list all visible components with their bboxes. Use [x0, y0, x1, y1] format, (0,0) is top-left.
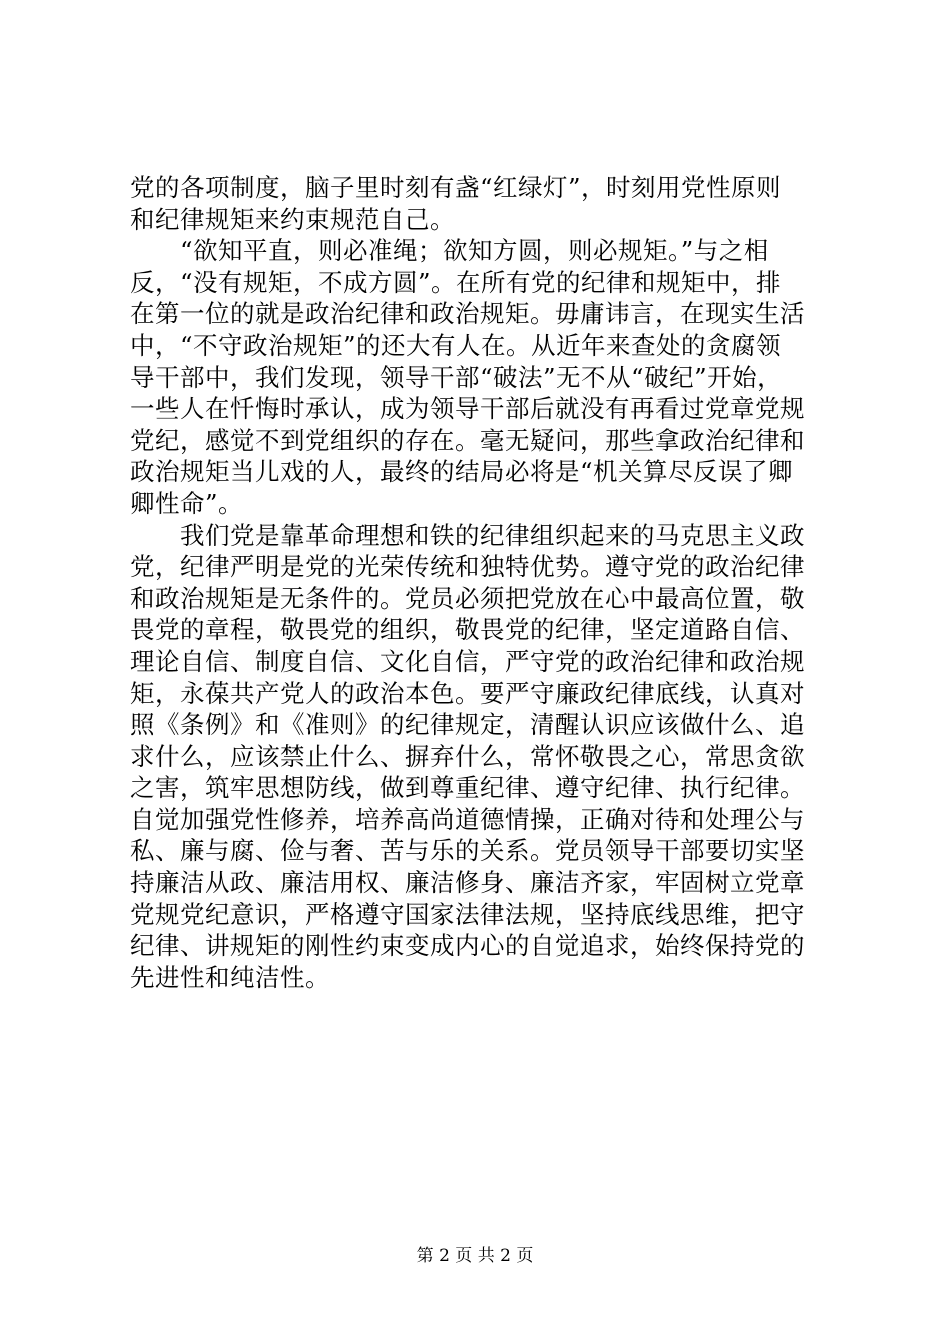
text-line: 矩，永葆共产党人的政治本色。要严守廉政纪律底线，认真对	[130, 678, 805, 708]
text-line: 和纪律规矩来约束规范自己。	[130, 204, 455, 234]
text-line: 政治规矩当儿戏的人，最终的结局必将是“机关算尽反误了卿	[130, 457, 794, 487]
text-line: 先进性和纯洁性。	[130, 962, 330, 992]
text-line: “欲知平直，则必准绳；欲知方圆，则必规矩。”与之相	[130, 236, 769, 266]
text-line: 之害，筑牢思想防线，做到尊重纪律、遵守纪律、执行纪律。	[130, 773, 805, 803]
text-line: 自觉加强党性修养，培养高尚道德情操，正确对待和处理公与	[130, 804, 805, 834]
text-line: 和政治规矩是无条件的。党员必须把党放在心中最高位置，敬	[130, 583, 805, 613]
text-line: 党规党纪意识，严格遵守国家法律法规，坚持底线思维，把守	[130, 899, 805, 929]
text-line: 一些人在忏悔时承认，成为领导干部后就没有再看过党章党规	[130, 394, 805, 424]
document-body	[130, 172, 832, 993]
text-line: 中，“不守政治规矩”的还大有人在。从近年来查处的贪腐领	[130, 330, 782, 360]
text-line: 党的各项制度，脑子里时刻有盏“红绿灯”，时刻用党性原则	[130, 173, 782, 202]
page-number-footer: 第 2 页 共 2 页	[416, 1246, 534, 1266]
text-line: 我们党是靠革命理想和铁的纪律组织起来的马克思主义政	[130, 520, 805, 550]
text-line: 党，纪律严明是党的光荣传统和独特优势。遵守党的政治纪律	[130, 552, 805, 582]
text-line: 纪律、讲规矩的刚性约束变成内心的自觉追求，始终保持党的	[130, 931, 805, 961]
text-line: 党纪，感觉不到党组织的存在。毫无疑问，那些拿政治纪律和	[130, 425, 805, 455]
text-line: 在第一位的就是政治纪律和政治规矩。毋庸讳言，在现实生活	[130, 299, 805, 329]
text-line: 导干部中，我们发现，领导干部“破法”无不从“破纪”开始，	[130, 362, 783, 392]
text-line: 卿性命”。	[130, 488, 244, 518]
text-line: 照《条例》和《准则》的纪律规定，清醒认识应该做什么、追	[130, 710, 805, 740]
text-line: 求什么，应该禁止什么、摒弃什么，常怀敬畏之心，常思贪欲	[130, 741, 805, 771]
text-line: 持廉洁从政、廉洁用权、廉洁修身、廉洁齐家，牢固树立党章	[130, 868, 805, 898]
text-line: 私、廉与腐、俭与奢、苦与乐的关系。党员领导干部要切实坚	[130, 836, 805, 866]
text-line: 理论自信、制度自信、文化自信，严守党的政治纪律和政治规	[130, 646, 805, 676]
text-line: 反，“没有规矩，不成方圆”。在所有党的纪律和规矩中，排	[130, 267, 782, 297]
text-line: 畏党的章程，敬畏党的组织，敬畏党的纪律，坚定道路自信、	[130, 615, 805, 645]
